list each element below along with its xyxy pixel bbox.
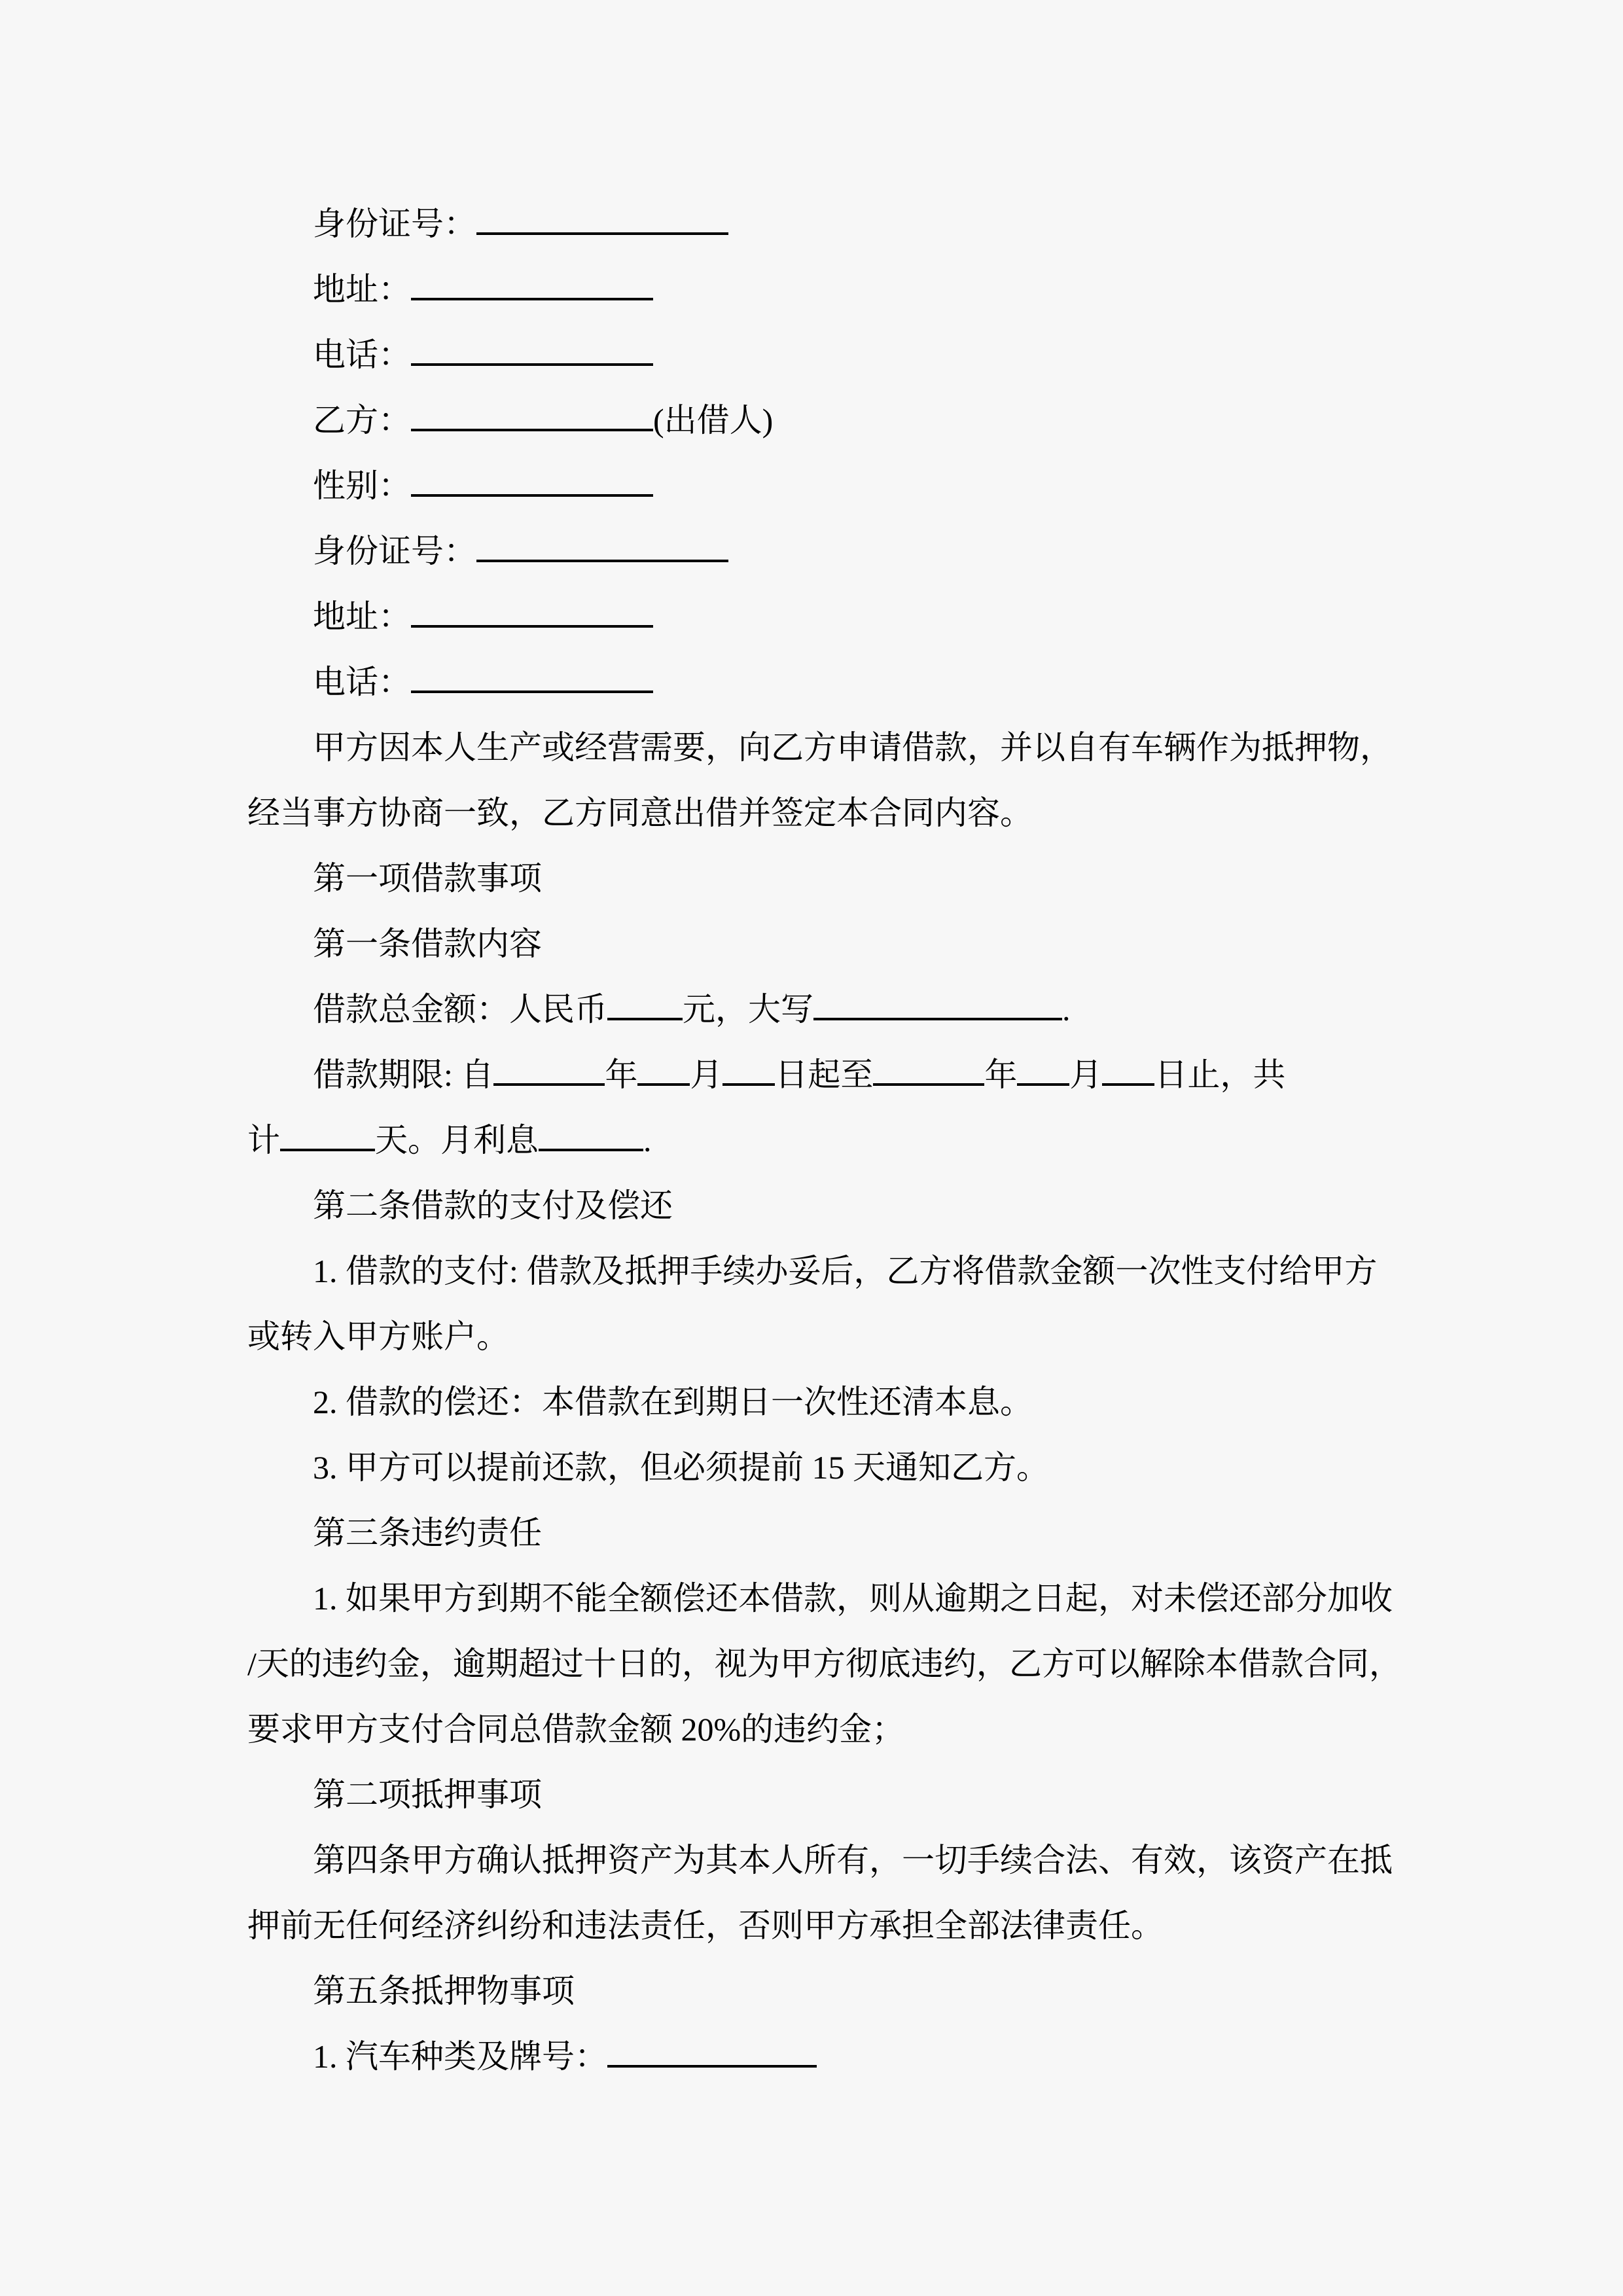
- contract-line: [247, 191, 1394, 257]
- contract-line: [247, 584, 1394, 649]
- text-run: 电话：: [313, 336, 411, 373]
- text-run: 1. 汽车种类及牌号：: [313, 2038, 607, 2075]
- blank-field: [1102, 1052, 1154, 1086]
- contract-line: [247, 257, 1394, 322]
- text-run: 第二项抵押事项: [313, 1776, 542, 1813]
- blank-field: [1017, 1052, 1069, 1086]
- blank-field: [607, 986, 683, 1020]
- text-run: 借款期限: 自: [313, 1056, 494, 1093]
- text-run: 乙方：: [313, 402, 411, 439]
- contract-line: [247, 1500, 1394, 1566]
- text-run: (出借人): [653, 402, 774, 439]
- blank-field: [411, 463, 653, 497]
- contract-line: [247, 1107, 1394, 1173]
- contract-line: [247, 1435, 1394, 1500]
- contract-line: [247, 1042, 1394, 1107]
- text-run: 第一项借款事项: [313, 860, 542, 897]
- contract-line: [247, 1696, 1394, 1762]
- text-run: 甲方因本人生产或经营需要，向乙方申请借款，并以自有车辆作为抵押物，: [313, 729, 1393, 766]
- text-run: 身份证号：: [313, 533, 476, 569]
- text-run: 借款总金额：人民币: [313, 991, 607, 1028]
- blank-field: [607, 2034, 817, 2068]
- text-run: 日止，共: [1154, 1056, 1286, 1093]
- text-run: 1. 如果甲方到期不能全额偿还本借款，则从逾期之日起，对未偿还部分加收: [313, 1580, 1393, 1617]
- blank-field: [476, 201, 728, 235]
- blank-field: [493, 1052, 605, 1086]
- text-run: 或转入甲方账户。: [247, 1318, 509, 1355]
- contract-line: [247, 387, 1394, 453]
- text-run: 第三条违约责任: [313, 1515, 542, 1551]
- text-run: 经当事方协商一致，乙方同意出借并签定本合同内容。: [247, 795, 1033, 831]
- text-run: 第五条抵押物事项: [313, 1973, 575, 2009]
- contract-line: [247, 846, 1394, 911]
- blank-field: [539, 1117, 643, 1151]
- blank-field: [813, 986, 1062, 1020]
- contract-line: [247, 977, 1394, 1042]
- text-run: 元，大写: [683, 991, 813, 1028]
- contract-line: [247, 1631, 1402, 1696]
- text-run: 年: [605, 1056, 638, 1093]
- text-run: 天。月利息: [375, 1122, 539, 1158]
- blank-field: [411, 332, 653, 366]
- contract-line: [247, 1238, 1394, 1304]
- text-run: 计: [247, 1122, 280, 1158]
- blank-field: [411, 659, 653, 693]
- text-run: 1. 借款的支付: 借款及抵押手续办妥后，乙方将借款金额一次性支付给甲方: [313, 1253, 1378, 1289]
- text-run: 3. 甲方可以提前还款，但必须提前 15 天通知乙方。: [313, 1449, 1049, 1486]
- blank-field: [280, 1117, 375, 1151]
- text-run: 年: [984, 1056, 1018, 1093]
- contract-line: [247, 1304, 1394, 1369]
- text-run: 地址：: [313, 271, 411, 308]
- blank-field: [411, 266, 653, 300]
- contract-line: [247, 1566, 1394, 1631]
- contract-line: [247, 453, 1394, 518]
- text-run: /天的违约金，逾期超过十日的，视为甲方彻底违约，乙方可以解除本借款合同，: [247, 1645, 1402, 1682]
- contract-line: [247, 1827, 1394, 1893]
- contract-line: [247, 1369, 1394, 1435]
- text-run: 日起至: [775, 1056, 874, 1093]
- contract-line: [247, 780, 1394, 846]
- contract-line: [247, 322, 1394, 387]
- text-run: 地址：: [313, 598, 411, 635]
- text-run: 押前无任何经济纠纷和违法责任，否则甲方承担全部法律责任。: [247, 1907, 1164, 1944]
- text-run: 月: [690, 1056, 723, 1093]
- contract-line: [247, 1958, 1394, 2024]
- blank-field: [411, 397, 653, 431]
- text-run: 第二条借款的支付及偿还: [313, 1187, 673, 1224]
- contract-line: [247, 715, 1394, 780]
- text-run: .: [1062, 991, 1071, 1028]
- blank-field: [637, 1052, 690, 1086]
- text-run: 电话：: [313, 664, 411, 700]
- blank-field: [722, 1052, 775, 1086]
- contract-line: [247, 649, 1394, 715]
- text-run: 第四条甲方确认抵押资产为其本人所有，一切手续合法、有效，该资产在抵: [313, 1842, 1393, 1878]
- text-run: 性别：: [313, 467, 411, 504]
- contract-line: [247, 2024, 1394, 2089]
- text-run: 2. 借款的偿还：本借款在到期日一次性还清本息。: [313, 1384, 1033, 1420]
- text-run: 第一条借款内容: [313, 925, 542, 962]
- contract-line: [247, 518, 1394, 584]
- contract-line: [247, 1173, 1394, 1238]
- blank-field: [476, 528, 728, 562]
- contract-line: [247, 911, 1394, 977]
- contract-line: [247, 1762, 1394, 1827]
- blank-field: [411, 594, 653, 628]
- text-run: .: [643, 1122, 652, 1158]
- text-run: 身份证号：: [313, 206, 476, 242]
- text-run: 要求甲方支付合同总借款金额 20%的违约金；: [247, 1711, 905, 1748]
- contract-line: [247, 1893, 1394, 1958]
- text-run: 月: [1069, 1056, 1103, 1093]
- blank-field: [873, 1052, 984, 1086]
